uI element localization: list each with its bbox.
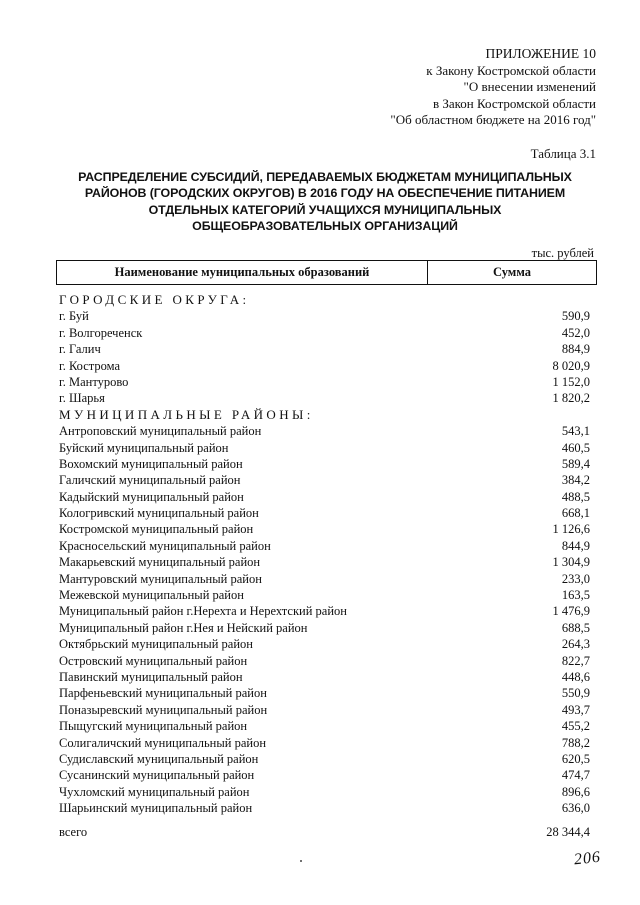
municipality-name: Муниципальный район г.Нея и Нейский район xyxy=(59,620,308,635)
table-row xyxy=(59,800,599,816)
subsidy-amount: 488,5 xyxy=(561,489,590,504)
subsidy-amount: 884,9 xyxy=(561,342,590,357)
table-row xyxy=(59,587,599,603)
table-body xyxy=(59,292,599,817)
municipality-name: Солигаличский муниципальный район xyxy=(59,735,267,750)
subsidy-amount: 1 820,2 xyxy=(552,391,590,406)
subsidy-amount: 590,9 xyxy=(561,309,590,324)
table-row xyxy=(59,751,599,767)
subsidy-amount: 1 126,6 xyxy=(552,522,590,537)
appendix-header xyxy=(276,46,596,129)
municipality-name: Павинский муниципальный район xyxy=(59,669,243,684)
municipality-name: Чухломский муниципальный район xyxy=(59,784,250,799)
subsidy-amount: 474,7 xyxy=(561,768,590,783)
subsidy-amount: 448,6 xyxy=(561,669,590,684)
table-row xyxy=(59,554,599,570)
table-row xyxy=(59,521,599,537)
appendix-line: к Закону Костромской области xyxy=(426,62,596,78)
table-row xyxy=(59,341,599,357)
municipality-name: Поназыревский муниципальный район xyxy=(59,702,268,717)
subsidy-amount: 460,5 xyxy=(561,440,590,455)
municipality-name: Галичский муниципальный район xyxy=(59,473,241,488)
column-header-name: Наименование муниципальных образований xyxy=(57,261,428,284)
table-row xyxy=(59,784,599,800)
total-row xyxy=(59,824,599,840)
heading-line: ОТДЕЛЬНЫХ КАТЕГОРИЙ УЧАЩИХСЯ МУНИЦИПАЛЬНЫХ xyxy=(148,202,502,217)
municipality-name: Антроповский муниципальный район xyxy=(59,424,262,439)
section-title: ГОРОДСКИЕ ОКРУГА: xyxy=(59,292,250,307)
table-row xyxy=(59,456,599,472)
appendix-title: ПРИЛОЖЕНИЕ 10 xyxy=(485,46,596,61)
subsidy-amount: 543,1 xyxy=(561,424,590,439)
subsidy-amount: 163,5 xyxy=(561,588,590,603)
table-row xyxy=(59,538,599,554)
municipality-name: Парфеньевский муниципальный район xyxy=(59,686,267,701)
subsidy-amount: 550,9 xyxy=(561,686,590,701)
subsidy-amount: 264,3 xyxy=(561,637,590,652)
column-header-sum: Сумма xyxy=(493,265,531,279)
municipality-name: г. Галич xyxy=(59,342,101,357)
table-row xyxy=(59,767,599,783)
heading-line: ОБЩЕОБРАЗОВАТЕЛЬНЫХ ОРГАНИЗАЦИЙ xyxy=(192,219,458,234)
municipality-name: г. Волгореченск xyxy=(59,325,143,340)
subsidy-amount: 452,0 xyxy=(561,325,590,340)
section-row xyxy=(59,407,599,423)
municipality-name: Кологривский муниципальный район xyxy=(59,506,259,521)
handwritten-page-number: 206 xyxy=(573,848,602,869)
table-row xyxy=(59,735,599,751)
municipality-name: Кадыйский муниципальный район xyxy=(59,489,244,504)
subsidy-amount: 1 152,0 xyxy=(552,374,590,389)
table-row xyxy=(59,390,599,406)
table-row xyxy=(59,669,599,685)
table-row xyxy=(59,423,599,439)
table-header xyxy=(56,260,597,285)
stray-mark xyxy=(300,860,302,862)
appendix-line: "Об областном бюджете на 2016 год" xyxy=(390,112,596,127)
municipality-name: г. Кострома xyxy=(59,358,121,373)
table-number: Таблица 3.1 xyxy=(530,146,596,161)
municipality-name: Сусанинский муниципальный район xyxy=(59,768,255,783)
section-row xyxy=(59,292,599,308)
table-row xyxy=(59,702,599,718)
table-row xyxy=(59,718,599,734)
subsidy-amount: 8 020,9 xyxy=(552,358,590,373)
total-value: 28 344,4 xyxy=(546,825,590,839)
table-row xyxy=(59,472,599,488)
subsidy-amount: 493,7 xyxy=(561,702,590,717)
municipality-name: г. Мантурово xyxy=(59,374,129,389)
subsidy-amount: 844,9 xyxy=(561,538,590,553)
heading-line: РАЙОНОВ (ГОРОДСКИХ ОКРУГОВ) В 2016 ГОДУ НА ОБЕСПЕЧЕНИЕ ПИТАНИЕМ xyxy=(84,186,566,201)
municipality-name: г. Буй xyxy=(59,309,89,324)
subsidy-amount: 636,0 xyxy=(561,801,590,816)
subsidy-amount: 788,2 xyxy=(561,735,590,750)
municipality-name: Костромской муниципальный район xyxy=(59,522,254,537)
table-row xyxy=(59,603,599,619)
table-row xyxy=(59,636,599,652)
subsidy-amount: 1 476,9 xyxy=(552,604,590,619)
subsidy-amount: 668,1 xyxy=(561,506,590,521)
municipality-name: Вохомский муниципальный район xyxy=(59,456,243,471)
municipality-name: Муниципальный район г.Нерехта и Нерехтский район xyxy=(59,604,347,619)
subsidy-amount: 384,2 xyxy=(561,473,590,488)
subsidy-amount: 233,0 xyxy=(561,571,590,586)
units-label: тыс. рублей xyxy=(531,246,594,260)
municipality-name: Буйский муниципальный район xyxy=(59,440,229,455)
table-row xyxy=(59,440,599,456)
municipality-name: Островский муниципальный район xyxy=(59,653,248,668)
municipality-name: Шарьинский муниципальный район xyxy=(59,801,253,816)
table-row xyxy=(59,685,599,701)
subsidy-amount: 589,4 xyxy=(561,456,590,471)
municipality-name: Судиславский муниципальный район xyxy=(59,751,259,766)
section-title: МУНИЦИПАЛЬНЫЕ РАЙОНЫ: xyxy=(59,406,314,422)
table-row xyxy=(59,653,599,669)
municipality-name: Красносельский муниципальный район xyxy=(59,538,271,553)
subsidy-amount: 455,2 xyxy=(561,719,590,734)
municipality-name: Пыщугский муниципальный район xyxy=(59,719,248,734)
table-row xyxy=(59,571,599,587)
municipality-name: г. Шарья xyxy=(59,391,105,406)
table-row xyxy=(59,620,599,636)
table-row xyxy=(59,505,599,521)
table-row xyxy=(59,308,599,324)
municipality-name: Межевской муниципальный район xyxy=(59,588,244,603)
subsidy-amount: 822,7 xyxy=(561,653,590,668)
table-row xyxy=(59,489,599,505)
subsidy-amount: 1 304,9 xyxy=(552,555,590,570)
table-row xyxy=(59,358,599,374)
table-row xyxy=(59,374,599,390)
municipality-name: Макарьевский муниципальный район xyxy=(59,555,261,570)
appendix-line: в Закон Костромской области xyxy=(432,95,596,111)
total-label: всего xyxy=(59,825,88,839)
document-heading xyxy=(70,169,580,235)
subsidy-amount: 620,5 xyxy=(561,751,590,766)
subsidy-amount: 688,5 xyxy=(561,620,590,635)
table-row xyxy=(59,325,599,341)
municipality-name: Октябрьский муниципальный район xyxy=(59,637,253,652)
heading-line: РАСПРЕДЕЛЕНИЕ СУБСИДИЙ, ПЕРЕДАВАЕМЫХ БЮДЖЕТАМ МУНИЦИПАЛЬНЫХ xyxy=(78,170,572,184)
appendix-line: "О внесении изменений xyxy=(463,79,596,94)
municipality-name: Мантуровский муниципальный район xyxy=(59,571,262,586)
subsidy-amount: 896,6 xyxy=(561,784,590,799)
